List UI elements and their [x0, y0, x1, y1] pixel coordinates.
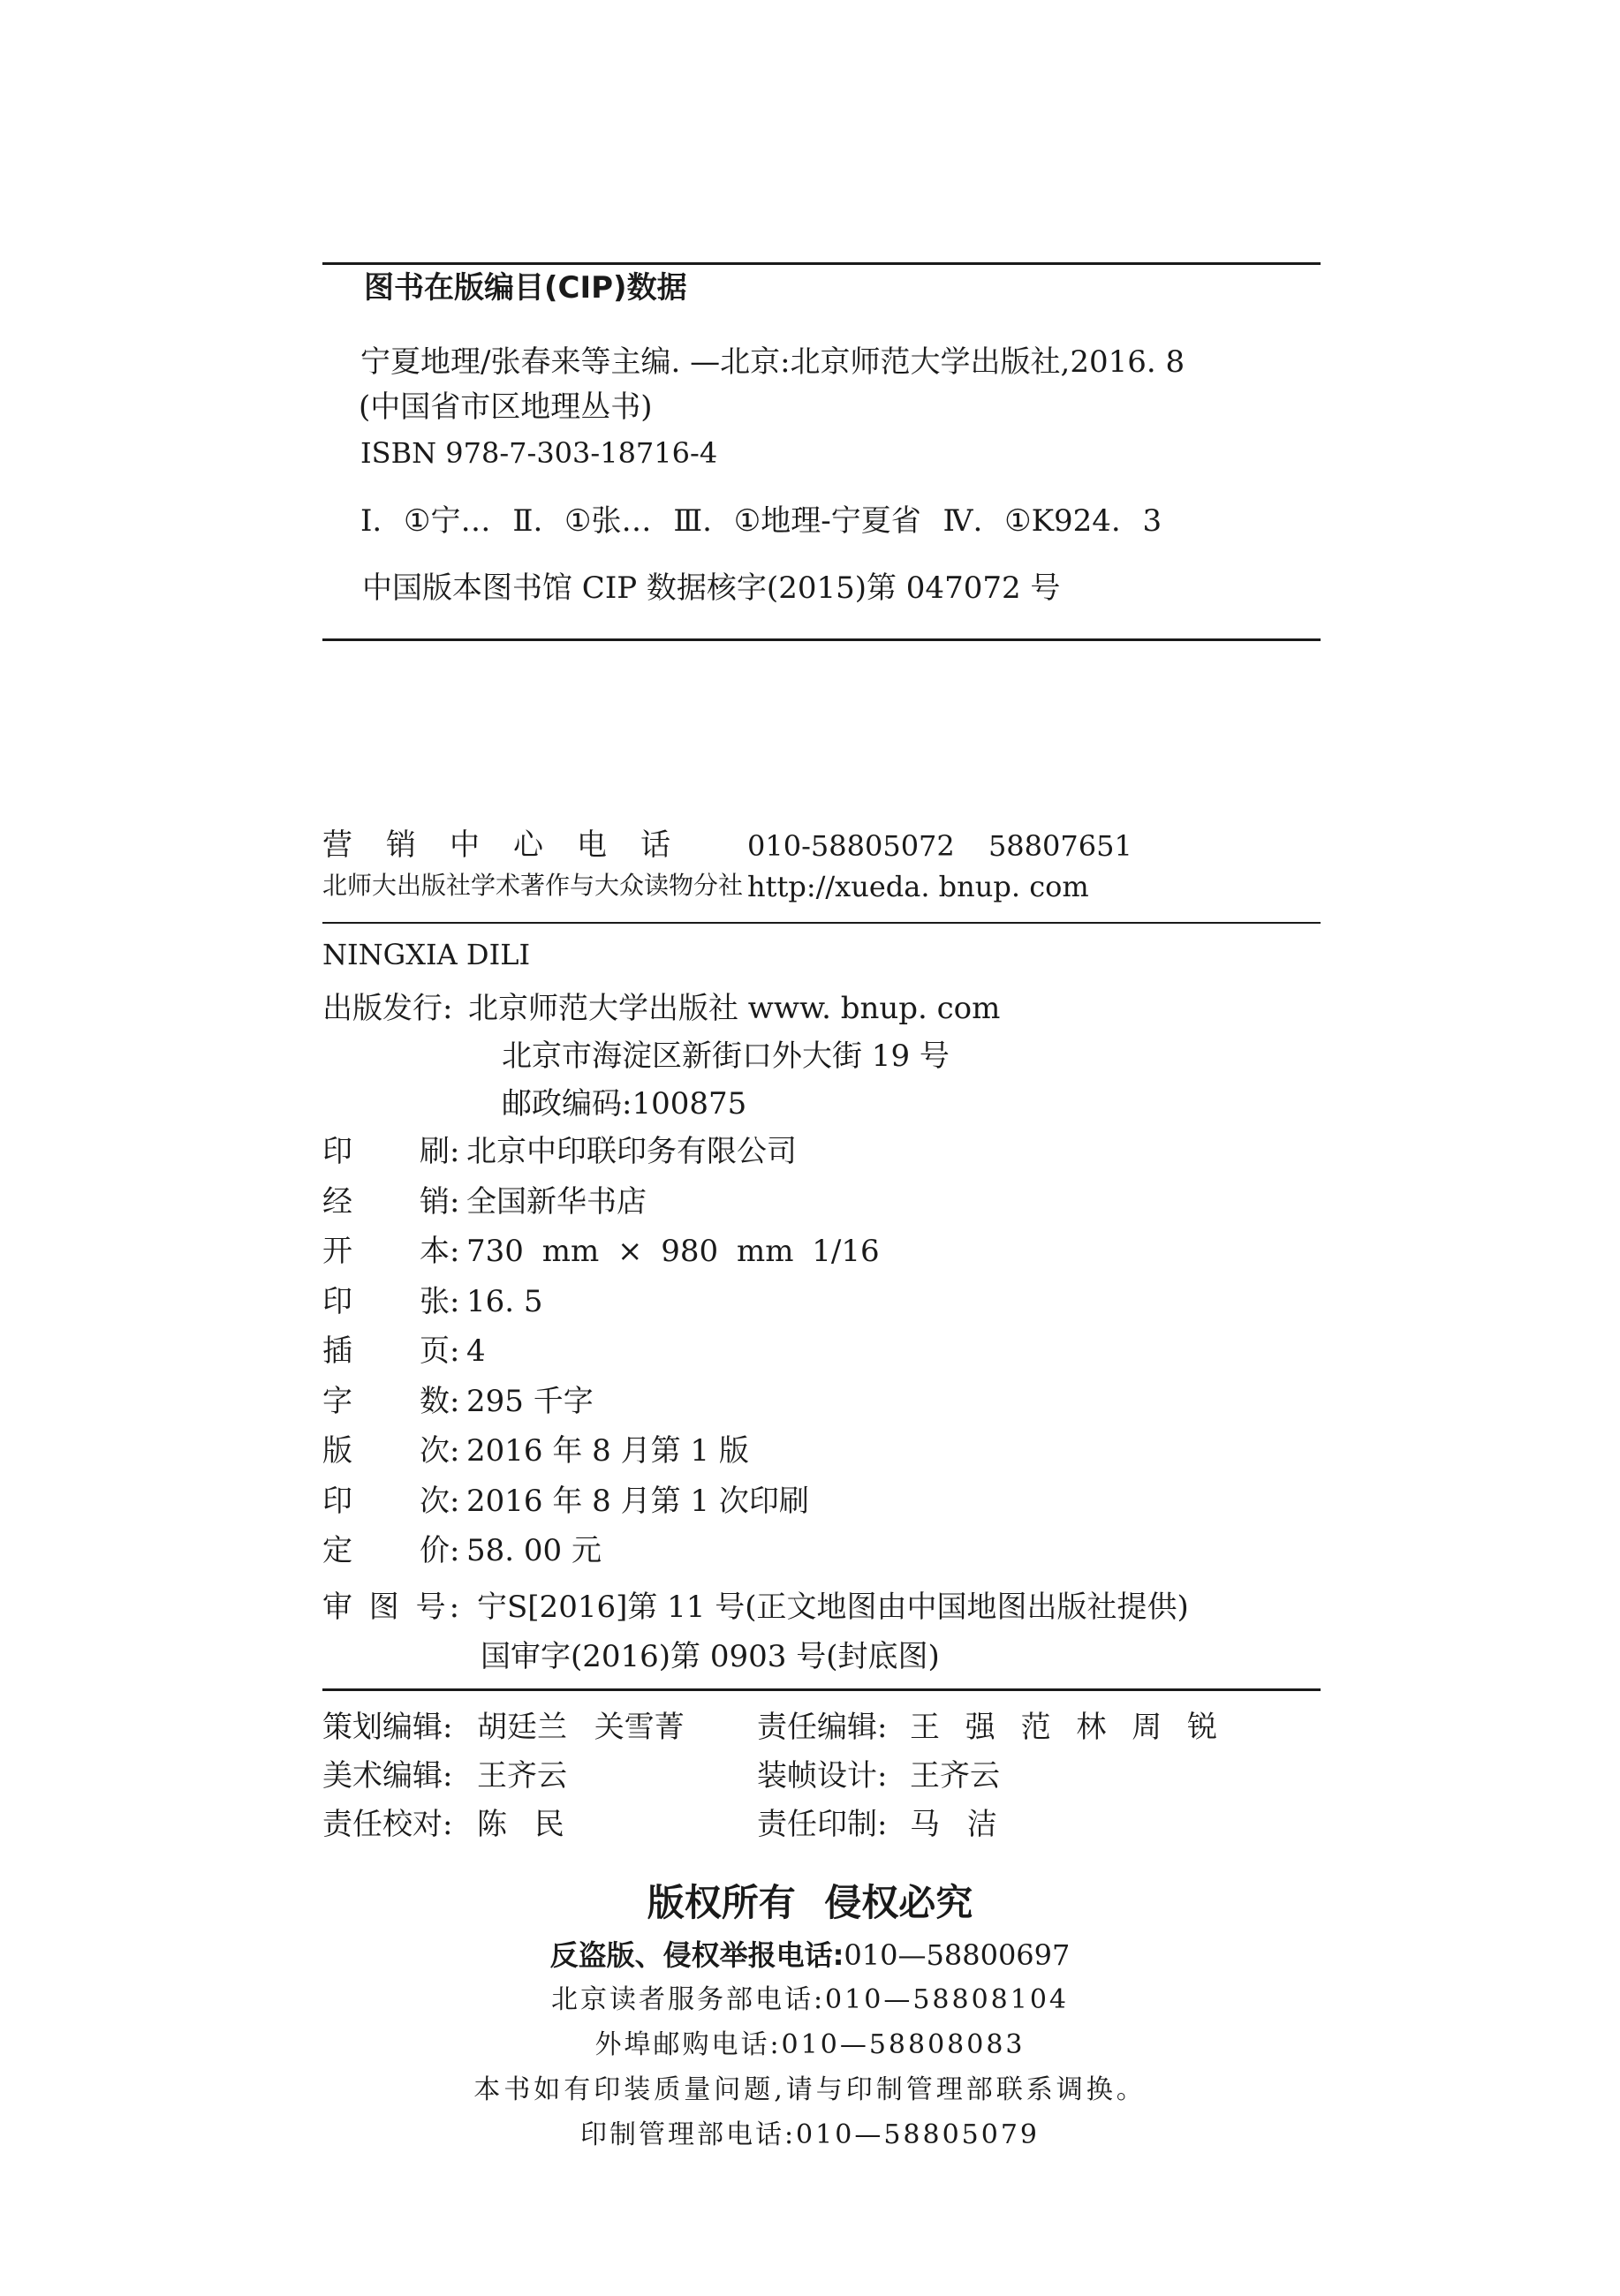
spec-key-first: 版	[322, 1433, 352, 1469]
spec-key-second: 页:	[420, 1333, 460, 1369]
reader-service-line: 北京读者服务部电话:010—58808104	[550, 1984, 1070, 2015]
spec-value: 北京中印联印务有限公司	[466, 1134, 797, 1169]
spec-key-first: 定	[322, 1533, 352, 1568]
map-review-line2: 国审字(2016)第 0903 号(封底图)	[481, 1639, 940, 1674]
proofreader-label: 责任校对:	[322, 1807, 453, 1842]
spec-key-first: 印	[322, 1284, 352, 1319]
spec-key-first: 印	[322, 1134, 352, 1169]
design-label: 装帧设计:	[757, 1758, 888, 1794]
quality-notice: 本书如有印装质量问题,请与印制管理部联系调换。	[473, 2074, 1147, 2105]
spec-value: 58. 00 元	[466, 1533, 602, 1568]
spec-key-second: 张:	[420, 1284, 460, 1319]
planning-editor-label: 策划编辑:	[322, 1710, 453, 1745]
spec-value: 16. 5	[466, 1284, 543, 1319]
spec-value: 295 千字	[466, 1384, 594, 1419]
art-editor-value: 王齐云	[477, 1758, 567, 1794]
cip-bottom-rule	[322, 638, 1321, 641]
pinyin-title: NINGXIA DILI	[322, 938, 531, 971]
spec-value: 2016 年 8 月第 1 版	[466, 1433, 749, 1469]
piracy-report-phone: 010—58800697	[844, 1938, 1071, 1972]
spec-key-second: 价:	[420, 1533, 460, 1568]
art-editor-label: 美术编辑:	[322, 1758, 453, 1794]
publisher-postcode: 邮政编码:100875	[502, 1086, 747, 1122]
spec-key-second: 次:	[420, 1484, 460, 1519]
contact-rule	[322, 922, 1321, 924]
spec-value: 全国新华书店	[466, 1184, 647, 1220]
mail-order-line: 外埠邮购电话:010—58808083	[594, 2029, 1026, 2060]
spec-key-first: 插	[322, 1333, 352, 1369]
cip-record-number: 中国版本图书馆 CIP 数据核字(2015)第 047072 号	[362, 570, 1061, 606]
spec-key-second: 次:	[420, 1433, 460, 1469]
cip-heading: 图书在版编目(CIP)数据	[364, 270, 687, 306]
map-review-label: 审 图 号:	[322, 1590, 464, 1625]
spec-key-first: 经	[322, 1184, 352, 1220]
cip-classification: Ⅰ. ①宁… Ⅱ. ①张… Ⅲ. ①地理-宁夏省 Ⅳ. ①K924. 3	[360, 503, 1162, 539]
spec-key-second: 销:	[420, 1184, 460, 1220]
marketing-phone: 010-58805072 58807651	[747, 829, 1132, 863]
spec-key-first: 开	[322, 1234, 352, 1269]
piracy-report-line	[0, 1938, 1620, 1972]
branch-label: 北师大出版社学术著作与大众读物分社	[322, 871, 744, 900]
planning-editor-value: 胡廷兰 关雪菁	[477, 1710, 685, 1745]
spec-value: 2016 年 8 月第 1 次印刷	[466, 1484, 809, 1519]
publisher-address: 北京市海淀区新街口外大街 19 号	[502, 1038, 950, 1074]
piracy-report-label: 反盗版、侵权举报电话:	[549, 1938, 844, 1972]
publisher-label: 出版发行:	[322, 991, 453, 1026]
cip-isbn: ISBN 978-7-303-18716-4	[360, 436, 718, 470]
cip-series-line: (中国省市区地理丛书)	[359, 389, 653, 425]
print-manager-value: 马 洁	[910, 1807, 997, 1842]
cip-top-rule	[322, 262, 1321, 265]
publisher-name: 北京师范大学出版社 www. bnup. com	[468, 991, 1001, 1026]
design-value: 王齐云	[910, 1758, 1000, 1794]
print-dept-line: 印制管理部电话:010—58805079	[579, 2119, 1041, 2150]
print-manager-label: 责任印制:	[757, 1807, 888, 1842]
branch-url[interactable]: http://xueda. bnup. com	[747, 870, 1089, 903]
spec-key-second: 本:	[420, 1234, 460, 1269]
spec-key-second: 刷:	[420, 1134, 460, 1169]
proofreader-value: 陈 民	[477, 1807, 564, 1842]
spec-key-second: 数:	[420, 1384, 460, 1419]
spec-key-first: 印	[322, 1484, 352, 1519]
spec-value: 730 mm × 980 mm 1/16	[466, 1234, 880, 1269]
marketing-label: 营销中心电话	[322, 827, 704, 863]
responsible-editor-value: 王 强 范 林 周 锐	[910, 1710, 1218, 1745]
spec-key-first: 字	[322, 1384, 352, 1419]
map-review-line1: 宁S[2016]第 11 号(正文地图由中国地图出版社提供)	[477, 1590, 1189, 1625]
editors-top-rule	[322, 1688, 1321, 1691]
spec-value: 4	[466, 1333, 486, 1369]
copyright-title: 版权所有 侵权必究	[647, 1881, 973, 1924]
responsible-editor-label: 责任编辑:	[757, 1710, 888, 1745]
cip-title-line: 宁夏地理/张春来等主编. —北京:北京师范大学出版社,2016. 8	[360, 344, 1185, 380]
